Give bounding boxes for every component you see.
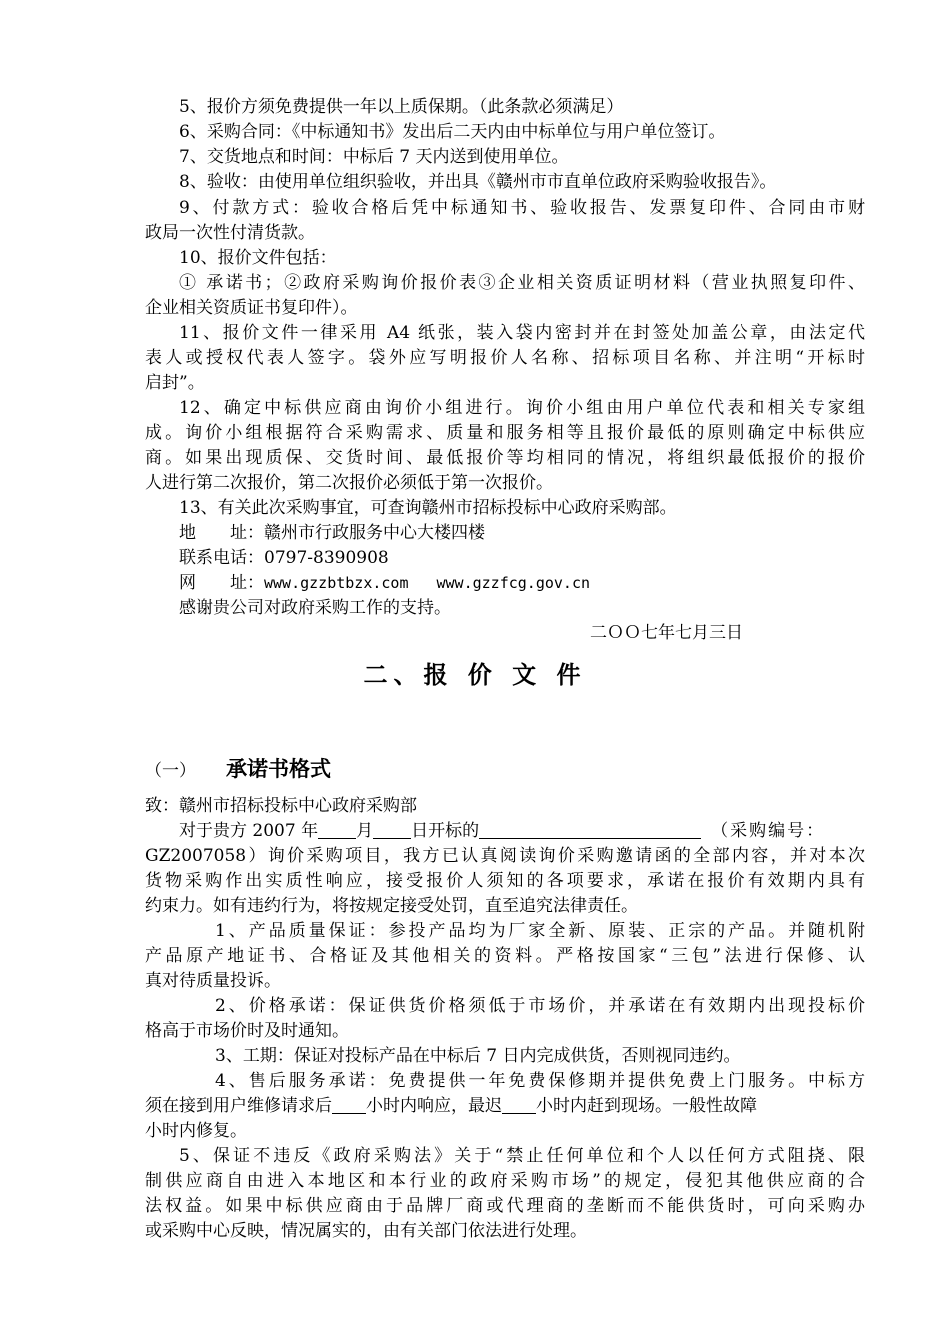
item-9-line2: 政局一次性付清货款。 [145, 223, 315, 243]
item-12-line2: 成。询价小组根据符合采购需求、质量和服务相等且报价最低的原则确定中标供应 [145, 423, 865, 443]
item-11-line1: 11、报价文件一律采用 A4 纸张，装入袋内密封并在封签处加盖公章，由法定代 [179, 323, 865, 343]
subsection-heading [145, 757, 865, 783]
item-9-line1: 9、付款方式：验收合格后凭中标通知书、验收报告、发票复印件、合同由市财 [179, 198, 865, 218]
project-name-blank [479, 820, 701, 839]
item-13: 13、有关此次采购事宜，可查询赣州市招标投标中心政府采购部。 [179, 498, 677, 518]
website-link-2[interactable]: www.gzzfcg.gov.cn [436, 574, 591, 592]
pledge-intro-line2: GZ2007058）询价采购项目，我方已认真阅读询价采购邀请函的全部内容，并对本次 [145, 846, 865, 866]
commit-4-line1: 4、售后服务承诺：免费提供一年免费保修期并提供免费上门服务。中标方 [215, 1071, 865, 1091]
item-5: 5、报价方须免费提供一年以上质保期。（此条款必须满足） [179, 97, 624, 117]
recipient-line: 致：赣州市招标投标中心政府采购部 [145, 796, 417, 816]
contact-phone: 联系电话：0797-8390908 [179, 548, 389, 568]
subsection-title: 承诺书格式 [226, 756, 331, 781]
item-11-line3: 启封”。 [145, 373, 205, 393]
item-10: 10、报价文件包括： [179, 248, 337, 268]
item-11-line2: 表人或授权代表人签字。袋外应写明报价人名称、招标项目名称、并注明“开标时 [145, 348, 865, 368]
day-blank [373, 820, 411, 839]
pledge-intro-line3: 货物采购作出实质性响应，接受报价人须知的各项要求，承诺在报价有效期内具有 [145, 871, 865, 891]
item-6: 6、采购合同：《中标通知书》发出后二天内由中标单位与用户单位签订。 [179, 122, 726, 142]
section-title: 二、报 价 文 件 [363, 660, 587, 689]
item-12-line1: 12、确定中标供应商由询价小组进行。询价小组由用户单位代表和相关专家组 [179, 398, 865, 418]
item-12-line3: 商。如果出现质保、交货时间、最低报价等均相同的情况，将组织最低报价的报价 [145, 448, 865, 468]
item-10-line1: ① 承诺书；②政府采购询价报价表③企业相关资质证明材料（营业执照复印件、 [179, 273, 865, 293]
commit-4-line2: 须在接到用户维修请求后 小时内响应，最迟 小时内赶到现场。一般性故障 [145, 1096, 757, 1116]
commit-1-line2: 产品原产地证书、合格证及其他相关的资料。严格按国家“三包”法进行保修、认 [145, 946, 865, 966]
contact-address: 地 址：赣州市行政服务中心大楼四楼 [179, 523, 485, 543]
item-10-line2: 企业相关资质证书复印件）。 [145, 298, 358, 318]
arrival-hours-blank [502, 1095, 536, 1114]
commit-2-line1: 2、价格承诺：保证供货价格须低于市场价，并承诺在有效期内出现投标价 [215, 996, 865, 1016]
commit-4-line3: 小时内修复。 [145, 1121, 247, 1141]
pledge-intro-line1: 对于贵方 2007 年 月 日开标的 （采购编号： [179, 821, 826, 841]
commit-5-line1: 5、保证不违反《政府采购法》关于“禁止任何单位和个人以任何方式阻挠、限 [179, 1146, 865, 1166]
contact-website [179, 571, 865, 595]
commit-5-line3: 法权益。如果中标供应商由于品牌厂商或代理商的垄断而不能供货时，可向采购办 [145, 1196, 865, 1216]
commit-2-line2: 格高于市场价时及时通知。 [145, 1021, 349, 1041]
item-8: 8、验收：由使用单位组织验收，并出具《赣州市市直单位政府采购验收报告》。 [179, 172, 777, 192]
commit-5-line2: 制供应商自由进入本地区和本行业的政府采购市场”的规定，侵犯其他供应商的合 [145, 1171, 865, 1191]
item-12-line4: 人进行第二次报价，第二次报价必须低于第一次报价。 [145, 473, 553, 493]
commit-1-line1: 1、产品质量保证：参投产品均为厂家全新、原装、正宗的产品。并随机附 [215, 921, 865, 941]
document-date: 二ＯＯ七年七月三日 [590, 623, 743, 643]
response-hours-blank [332, 1095, 366, 1114]
item-7: 7、交货地点和时间：中标后 7 天内送到使用单位。 [179, 147, 569, 167]
commit-3: 3、工期：保证对投标产品在中标后 7 日内完成供货，否则视同违约。 [215, 1046, 741, 1066]
commit-5-line4: 或采购中心反映，情况属实的，由有关部门依法进行处理。 [145, 1221, 587, 1241]
website-link-1[interactable]: www.gzzbtbzx.com [264, 574, 409, 592]
pledge-intro-line4: 约束力。如有违约行为，将按规定接受处罚，直至追究法律责任。 [145, 896, 638, 916]
commit-1-line3: 真对待质量投诉。 [145, 971, 281, 991]
website-label: 网 址： [179, 573, 264, 593]
subsection-number: （一） [145, 761, 196, 781]
thanks-line: 感谢贵公司对政府采购工作的支持。 [179, 598, 451, 618]
month-blank [318, 820, 356, 839]
